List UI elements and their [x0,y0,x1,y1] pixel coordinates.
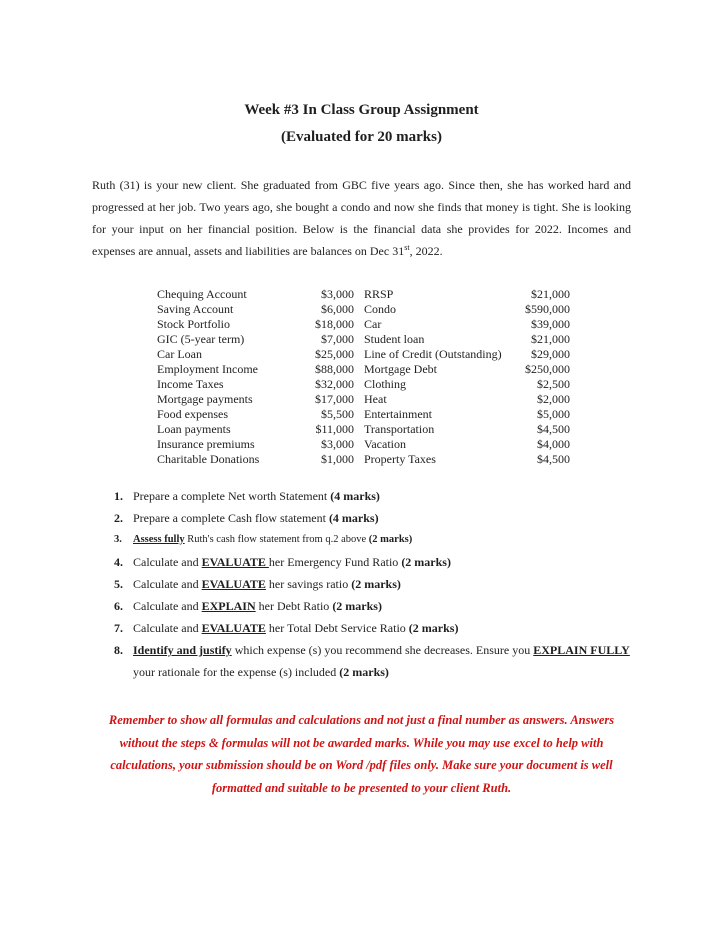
task-number: 3. [114,534,122,545]
item-value: $6,000 [321,302,354,316]
task-item [92,529,631,551]
task-item [92,639,631,683]
item-label: Food expenses [157,407,228,421]
financial-row [157,362,570,377]
item-label: Chequing Account [157,287,247,301]
task-text: Identify and justify which expense (s) you recommend she decreases. Ensure you EXPLAIN FULLY your rationale for the expense (s) included (2 marks) [133,643,630,679]
task-number: 1. [114,489,123,503]
item-value: $1,000 [321,452,354,466]
item-label: Mortgage Debt [364,362,437,376]
item-label: Loan payments [157,422,231,436]
task-list [92,485,631,683]
item-label: Car [364,317,382,331]
item-value: $17,000 [315,392,354,406]
task-text: Calculate and EVALUATE her savings ratio (2 marks) [133,577,401,591]
item-label: Entertainment [364,407,432,421]
item-label: Clothing [364,377,407,391]
task-number: 6. [114,599,123,613]
financial-row [157,392,570,407]
item-label: Car Loan [157,347,202,361]
submission-note: Remember to show all formulas and calculations and not just a final number as answers. Answers without the steps & formulas will not be awarded marks. While you may use excel to help with calculations, your submission should be on Word /pdf files only. Make sure your document is well formatted and suitable to be presented to your client Ruth. [108,713,615,795]
item-value: $2,000 [537,392,570,406]
item-label: Condo [364,302,397,316]
task-text: Calculate and EVALUATE her Total Debt Service Ratio (2 marks) [133,621,459,635]
financial-row [157,437,570,452]
item-value: $2,500 [537,377,570,391]
task-text: Prepare a complete Cash flow statement (4 marks) [133,511,379,525]
financial-row [157,347,570,362]
page-subtitle: (Evaluated for 20 marks) [281,129,442,145]
financial-row [157,452,570,467]
task-number: 4. [114,555,123,569]
item-value: $590,000 [525,302,570,316]
financial-row [157,422,570,437]
item-value: $21,000 [531,287,570,301]
item-value: $4,500 [537,452,570,466]
item-value: $25,000 [315,347,354,361]
item-label: Line of Credit (Outstanding) [364,347,502,361]
intro-text: Ruth (31) is your new client. She graduated from GBC five years ago. Since then, she has worked hard and progressed at her job. Two years ago, she bought a condo and now she finds that money is tight. She is looking for your input on her financial position. Below is the financial data she provides for 2022. Incomes and expenses are annual, assets and liabilities are balances on Dec 31 [92,178,631,258]
item-label: Transportation [364,422,435,436]
task-number: 7. [114,621,123,635]
task-number: 8. [114,643,123,657]
item-value: $5,500 [321,407,354,421]
item-value: $29,000 [531,347,570,361]
item-value: $18,000 [315,317,354,331]
financial-row [157,377,570,392]
task-text: Prepare a complete Net worth Statement (4 marks) [133,489,380,503]
task-item [92,551,631,573]
intro-tail: , 2022. [409,244,443,258]
task-text: Calculate and EVALUATE her Emergency Fund Ratio (2 marks) [133,555,451,569]
task-text: Assess fully Ruth's cash flow statement from q.2 above (2 marks) [133,534,413,545]
intro-paragraph [92,174,631,262]
item-value: $250,000 [525,362,570,376]
task-text: Calculate and EXPLAIN her Debt Ratio (2 marks) [133,599,382,613]
item-value: $5,000 [537,407,570,421]
item-value: $4,000 [537,437,570,451]
item-value: $21,000 [531,332,570,346]
item-label: Mortgage payments [157,392,253,406]
financial-row [157,332,570,347]
financial-data-table [157,287,570,467]
item-label: Property Taxes [364,452,436,466]
task-item [92,485,631,507]
item-label: Stock Portfolio [157,317,231,331]
page-title: Week #3 In Class Group Assignment [244,102,479,118]
intro-superscript: st [404,243,410,252]
item-value: $11,000 [315,422,354,436]
item-label: Student loan [364,332,425,346]
item-label: Vacation [364,437,406,451]
task-item [92,573,631,595]
item-label: Saving Account [157,302,234,316]
financial-row [157,302,570,317]
financial-row [157,407,570,422]
item-value: $32,000 [315,377,354,391]
item-label: Heat [364,392,387,406]
item-value: $7,000 [321,332,354,346]
financial-row [157,287,570,302]
item-label: Income Taxes [157,377,224,391]
item-label: RRSP [364,287,394,301]
task-item [92,595,631,617]
item-value: $88,000 [315,362,354,376]
task-number: 2. [114,511,123,525]
financial-row [157,317,570,332]
item-value: $3,000 [321,287,354,301]
item-value: $4,500 [537,422,570,436]
item-value: $3,000 [321,437,354,451]
item-label: Employment Income [157,362,258,376]
task-number: 5. [114,577,123,591]
item-label: Charitable Donations [157,452,260,466]
task-item [92,617,631,639]
item-value: $39,000 [531,317,570,331]
item-label: GIC (5-year term) [157,332,245,346]
task-item [92,507,631,529]
item-label: Insurance premiums [157,437,255,451]
